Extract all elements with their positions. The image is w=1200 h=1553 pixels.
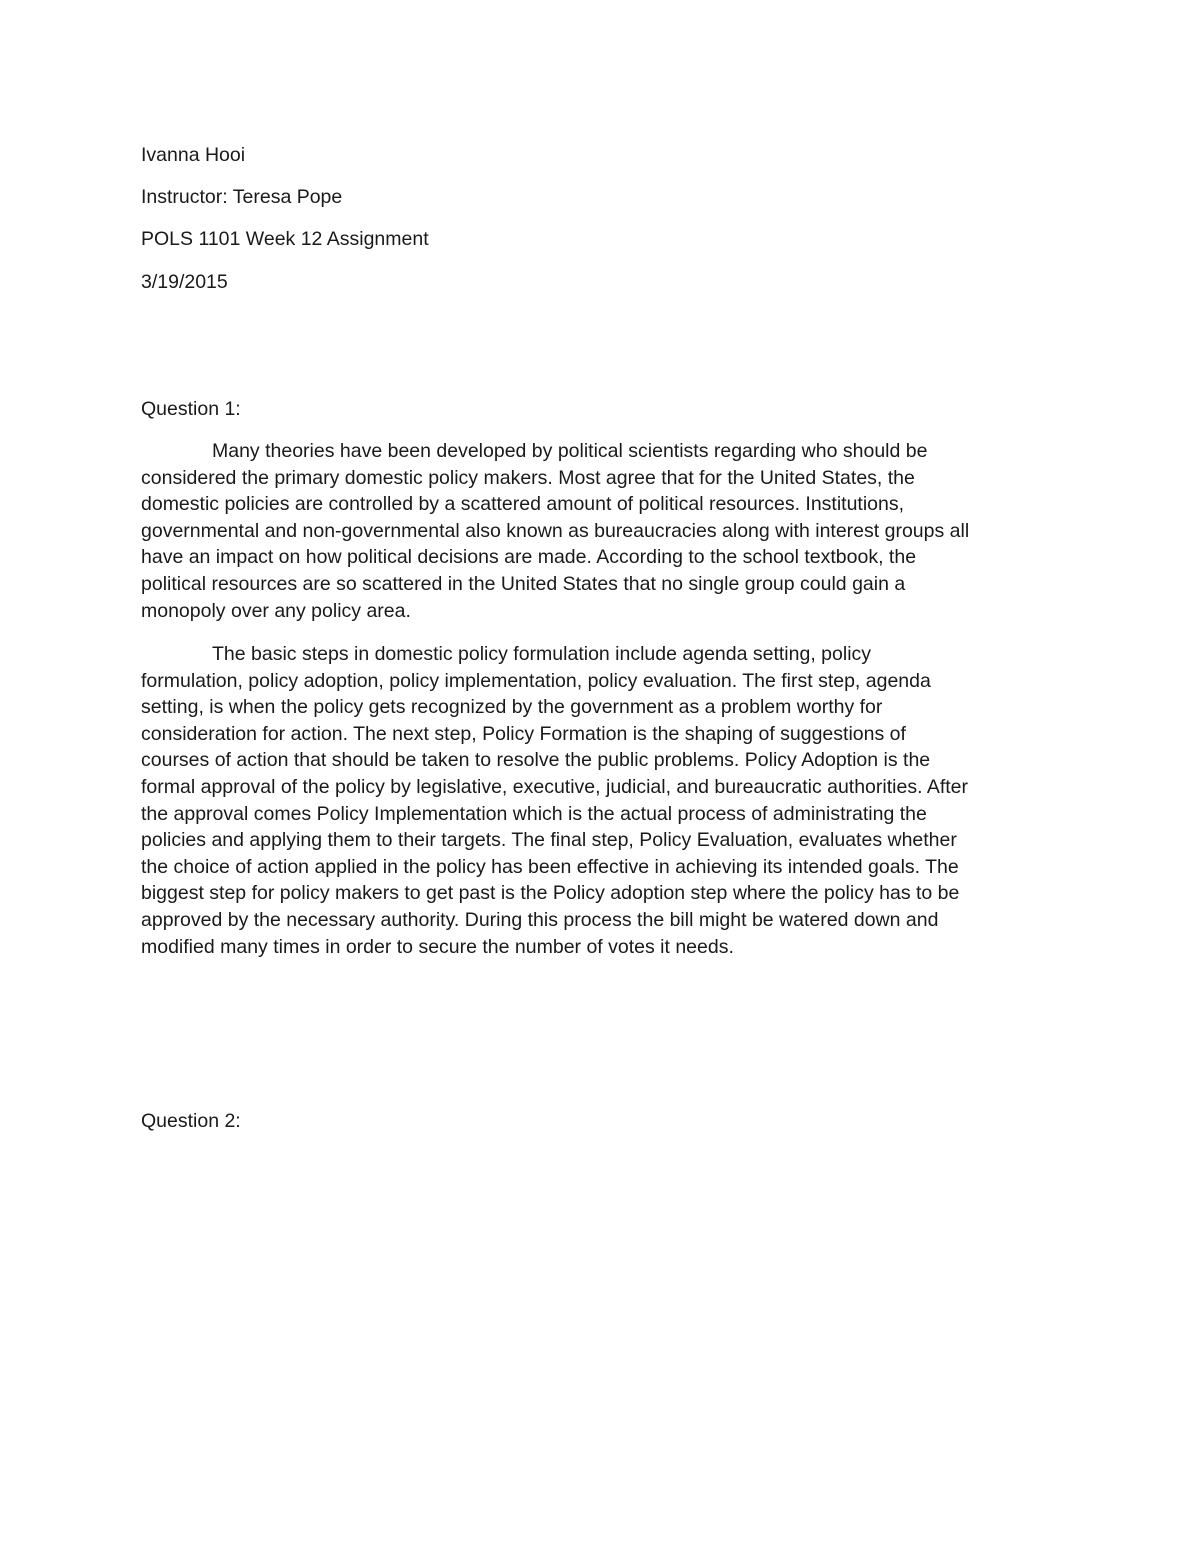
paragraph-line: considered the primary domestic policy makers. Most agree that for the United States, the (141, 466, 915, 489)
paragraph-line: modified many times in order to secure the number of votes it needs. (141, 935, 734, 958)
question-1-paragraph-1 (141, 438, 1061, 624)
author-name: Ivanna Hooi (141, 144, 246, 166)
instructor-line: Instructor: Teresa Pope (141, 186, 343, 208)
question-1-heading: Question 1: (141, 398, 241, 420)
paragraph-line: governmental and non-governmental also known as bureaucracies along with interest groups all (141, 519, 970, 542)
paragraph-line: courses of action that should be taken to resolve the public problems. Policy Adoption is the (141, 749, 931, 772)
paragraph-line: monopoly over any policy area. (141, 599, 411, 622)
paragraph-line: domestic policies are controlled by a scattered amount of political resources. Institutions, (141, 493, 905, 516)
paragraph-line: The basic steps in domestic policy formulation include agenda setting, policy (212, 643, 872, 665)
paragraph-line: formulation, policy adoption, policy implementation, policy evaluation. The first step, agenda (141, 669, 931, 692)
paragraph-line: have an impact on how political decisions are made. According to the school textbook, the (141, 546, 917, 569)
paragraph-line: Many theories have been developed by political scientists regarding who should be (212, 440, 928, 462)
paragraph-line: political resources are so scattered in the United States that no single group could gain a (141, 572, 906, 595)
paragraph-line: the approval comes Policy Implementation which is the actual process of administrating the (141, 802, 927, 825)
paragraph-line: policies and applying them to their targets. The final step, Policy Evaluation, evaluates whether (141, 829, 957, 852)
paragraph-line: setting, is when the policy gets recognized by the government as a problem worthy for (141, 696, 883, 719)
question-2-heading: Question 2: (141, 1110, 241, 1132)
paragraph-line: consideration for action. The next step, Policy Formation is the shaping of suggestions of (141, 722, 906, 745)
paragraph-line: approved by the necessary authority. During this process the bill might be watered down and (141, 908, 939, 931)
document-date: 3/19/2015 (141, 271, 228, 293)
paragraph-line: the choice of action applied in the policy has been effective in achieving its intended goals. The (141, 855, 959, 878)
paragraph-line: formal approval of the policy by legislative, executive, judicial, and bureaucratic authorities. After (141, 775, 969, 798)
paragraph-line: biggest step for policy makers to get past is the Policy adoption step where the policy has to be (141, 882, 960, 905)
course-title: POLS 1101 Week 12 Assignment (141, 228, 429, 250)
question-1-paragraph-2 (141, 641, 1061, 960)
